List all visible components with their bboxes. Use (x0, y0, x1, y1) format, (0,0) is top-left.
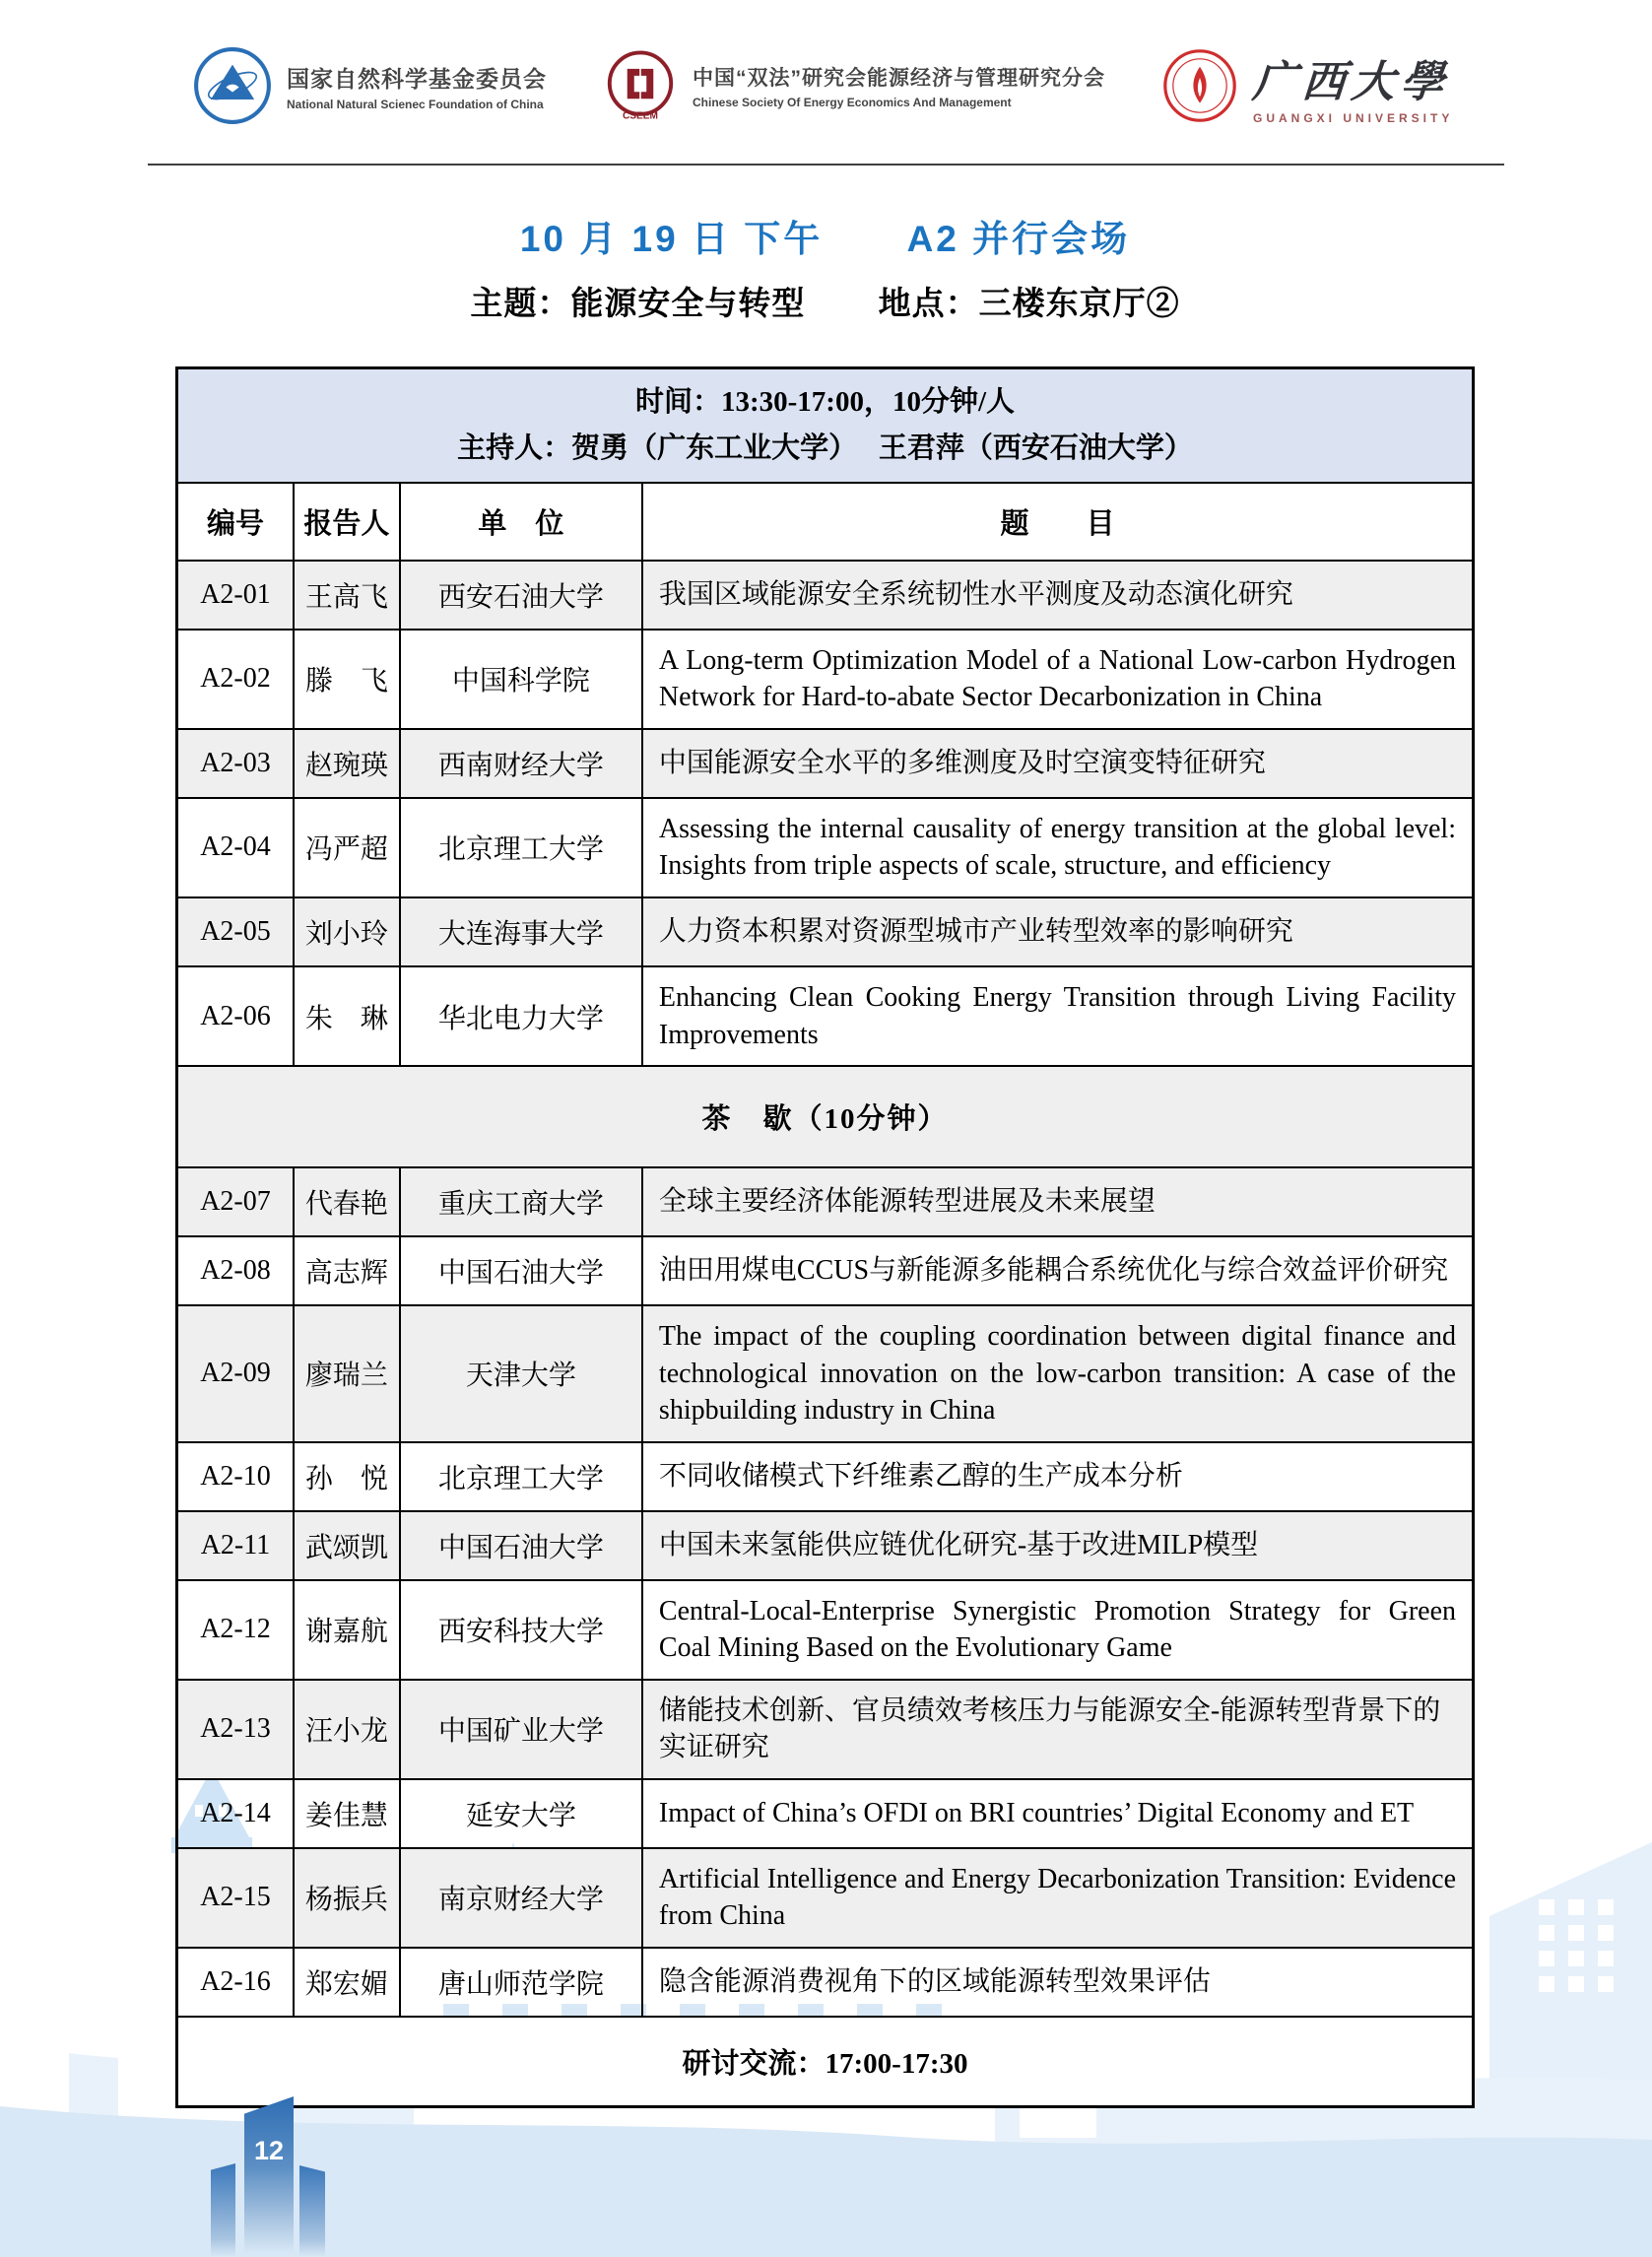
gxu-logo (1160, 46, 1453, 125)
talk-id: A2-05 (177, 897, 294, 966)
nsfc-logo (192, 45, 547, 126)
nsfc-logo-icon (192, 45, 273, 126)
talk-affiliation: 北京理工大学 (400, 1442, 642, 1511)
talk-speaker: 廖瑞兰 (294, 1305, 400, 1442)
talk-affiliation: 西南财经大学 (400, 729, 642, 798)
talk-title: Artificial Intelligence and Energy Decarbonization Transition: Evidence from China (642, 1848, 1474, 1948)
page-number: 12 (253, 2136, 285, 2165)
session-title (175, 209, 1475, 262)
talk-row (177, 1167, 1474, 1236)
talk-affiliation: 中国矿业大学 (400, 1680, 642, 1779)
talk-id: A2-16 (177, 1948, 294, 2017)
tea-break-label: 茶 歇（10分钟） (177, 1066, 1474, 1167)
talk-speaker: 赵琬瑛 (294, 729, 400, 798)
column-header-title: 题 目 (642, 483, 1474, 561)
closing-label: 研讨交流：17:00-17:30 (177, 2017, 1474, 2107)
page-number-marker (209, 2096, 329, 2257)
session-date: 10 月 19 日 下午 (519, 219, 824, 259)
talk-id: A2-09 (177, 1305, 294, 1442)
talk-row (177, 798, 1474, 897)
session-table-body (177, 561, 1474, 2106)
talk-title: Impact of China’s OFDI on BRI countries’ Digital Economy and ET (642, 1779, 1474, 1848)
cseem-name-en: Chinese Society Of Energy Economics And Management (693, 96, 1012, 109)
talk-affiliation: 中国石油大学 (400, 1511, 642, 1580)
talk-affiliation: 天津大学 (400, 1305, 642, 1442)
talk-row (177, 966, 1474, 1066)
talk-title: 全球主要经济体能源转型进展及未来展望 (642, 1167, 1474, 1236)
talk-row (177, 1442, 1474, 1511)
talk-row (177, 1305, 1474, 1442)
talk-row (177, 1848, 1474, 1948)
talk-row (177, 630, 1474, 729)
session-subtitle (175, 278, 1475, 324)
session-time: 时间：13:30-17:00，10分钟/人 (634, 386, 1016, 418)
talk-id: A2-02 (177, 630, 294, 729)
talk-speaker: 代春艳 (294, 1167, 400, 1236)
talk-affiliation: 西安科技大学 (400, 1580, 642, 1680)
talk-speaker: 郑宏媚 (294, 1948, 400, 2017)
talk-affiliation: 西安石油大学 (400, 561, 642, 630)
talk-speaker: 朱 琳 (294, 966, 400, 1066)
talk-speaker: 高志辉 (294, 1236, 400, 1305)
building-bar-right-icon (299, 2165, 325, 2257)
talk-speaker: 汪小龙 (294, 1680, 400, 1779)
talk-title: Enhancing Clean Cooking Energy Transition through Living Facility Improvements (642, 966, 1474, 1066)
talk-affiliation: 中国科学院 (400, 630, 642, 729)
session-room: A2 并行会场 (906, 219, 1131, 259)
column-header-affiliation: 单 位 (400, 483, 642, 561)
talk-title: A Long-term Optimization Model of a National Low-carbon Hydrogen Network for Hard-to-abate Sector Decarbonization in China (642, 630, 1474, 729)
column-header-row (177, 483, 1474, 561)
talk-speaker: 孙 悦 (294, 1442, 400, 1511)
gxu-name-cn: 广西大學 (1250, 57, 1452, 107)
closing-row (177, 2017, 1474, 2107)
talk-speaker: 武颂凯 (294, 1511, 400, 1580)
talk-id: A2-04 (177, 798, 294, 897)
talk-id: A2-12 (177, 1580, 294, 1680)
talk-row (177, 1680, 1474, 1779)
talk-title: 隐含能源消费视角下的区域能源转型效果评估 (642, 1948, 1474, 2017)
talk-id: A2-13 (177, 1680, 294, 1779)
talk-affiliation: 重庆工商大学 (400, 1167, 642, 1236)
cseem-logo-icon (602, 47, 679, 124)
talk-row (177, 1779, 1474, 1848)
talk-speaker: 谢嘉航 (294, 1580, 400, 1680)
talk-id: A2-01 (177, 561, 294, 630)
talk-title: 不同收储模式下纤维素乙醇的生产成本分析 (642, 1442, 1474, 1511)
talk-affiliation: 南京财经大学 (400, 1848, 642, 1948)
talk-id: A2-07 (177, 1167, 294, 1236)
talk-affiliation: 延安大学 (400, 1779, 642, 1848)
talk-title: 油田用煤电CCUS与新能源多能耦合系统优化与综合效益评价研究 (642, 1236, 1474, 1305)
session-info (177, 368, 1474, 483)
cseem-name-cn: 中国“双法”研究会能源经济与管理研究分会 (693, 67, 1105, 90)
talk-title: 中国能源安全水平的多维测度及时空演变特征研究 (642, 729, 1474, 798)
talk-title: Central-Local-Enterprise Synergistic Promotion Strategy for Green Coal Mining Based on the Evolutionary Game (642, 1580, 1474, 1680)
talk-affiliation: 中国石油大学 (400, 1236, 642, 1305)
talk-affiliation: 大连海事大学 (400, 897, 642, 966)
session-location: 地点：三楼东京厅② (878, 285, 1180, 321)
talk-row (177, 729, 1474, 798)
page-header (192, 45, 1453, 126)
talk-row (177, 1511, 1474, 1580)
talk-speaker: 杨振兵 (294, 1848, 400, 1948)
session-hosts: 主持人：贺勇（广东工业大学） 王君萍（西安石油大学） (457, 431, 1193, 464)
talk-row (177, 561, 1474, 630)
cseem-logo-text (693, 62, 1105, 109)
nsfc-name-cn: 国家自然科学基金委员会 (287, 65, 547, 92)
talk-id: A2-10 (177, 1442, 294, 1511)
talk-id: A2-08 (177, 1236, 294, 1305)
session-subject: 主题：能源安全与转型 (470, 285, 806, 321)
tea-break-row (177, 1066, 1474, 1167)
talk-affiliation: 华北电力大学 (400, 966, 642, 1066)
talk-title: Assessing the internal causality of energy transition at the global level: Insights from triple aspects of scale, structure, and efficiency (642, 798, 1474, 897)
talk-affiliation: 唐山师范学院 (400, 1948, 642, 2017)
session-info-row (177, 368, 1474, 483)
talk-speaker: 刘小玲 (294, 897, 400, 966)
gxu-logo-icon (1160, 46, 1239, 125)
talk-id: A2-14 (177, 1779, 294, 1848)
building-bar-center-icon (244, 2096, 294, 2254)
talk-title: 人力资本积累对资源型城市产业转型效率的影响研究 (642, 897, 1474, 966)
header-divider (148, 164, 1504, 166)
talk-id: A2-06 (177, 966, 294, 1066)
talk-id: A2-15 (177, 1848, 294, 1948)
talk-speaker: 滕 飞 (294, 630, 400, 729)
talk-affiliation: 北京理工大学 (400, 798, 642, 897)
talk-title: 中国未来氢能供应链优化研究-基于改进MILP模型 (642, 1511, 1474, 1580)
cseem-logo (602, 47, 1105, 124)
talk-title: The impact of the coupling coordination between digital finance and technological innovation on the low-carbon transition: A case of the shipbuilding industry in China (642, 1305, 1474, 1442)
talk-speaker: 姜佳慧 (294, 1779, 400, 1848)
gxu-name-en: GUANGXI UNIVERSITY (1253, 111, 1454, 125)
talk-title: 我国区域能源安全系统韧性水平测度及动态演化研究 (642, 561, 1474, 630)
nsfc-logo-text (287, 61, 547, 111)
talk-row (177, 1236, 1474, 1305)
talk-speaker: 冯严超 (294, 798, 400, 897)
gxu-logo-text (1250, 46, 1454, 125)
column-header-speaker: 报告人 (294, 483, 400, 561)
talk-id: A2-11 (177, 1511, 294, 1580)
column-header-id: 编号 (177, 483, 294, 561)
talk-row (177, 897, 1474, 966)
talk-row (177, 1948, 1474, 2017)
talk-id: A2-03 (177, 729, 294, 798)
cseem-abbr: CSEEM (622, 110, 659, 122)
building-bar-left-icon (211, 2163, 235, 2257)
talk-speaker: 王高飞 (294, 561, 400, 630)
talk-title: 储能技术创新、官员绩效考核压力与能源安全-能源转型背景下的实证研究 (642, 1680, 1474, 1779)
session-table (175, 366, 1475, 2108)
nsfc-name-en: National Natural Scienec Foundation of China (287, 97, 544, 111)
talk-row (177, 1580, 1474, 1680)
